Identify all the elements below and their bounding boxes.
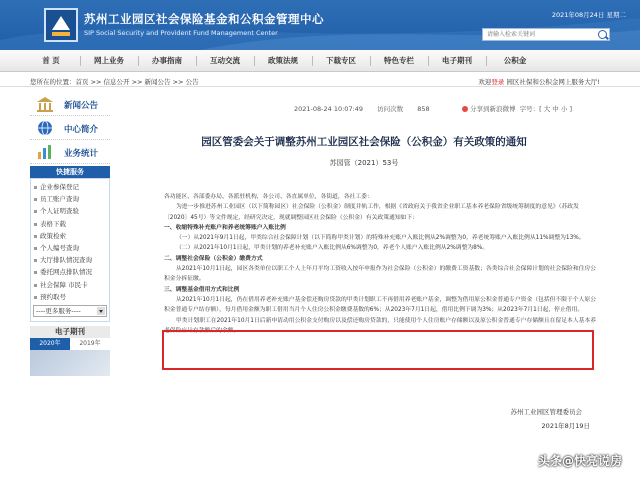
- service-item[interactable]: 员工账户查询: [31, 193, 109, 205]
- e-journal-title: 电子期刊: [30, 326, 110, 338]
- sidebar-stats-label: 业务统计: [64, 149, 99, 159]
- building-icon: [36, 96, 54, 112]
- tab-2019[interactable]: 2019年: [79, 339, 101, 347]
- nav-service-guide[interactable]: 办事指南: [138, 50, 196, 72]
- nav-policy[interactable]: 政策法规: [254, 50, 312, 72]
- breadcrumb-bar: [0, 74, 640, 87]
- site-header: [0, 0, 640, 50]
- views-count: 858: [417, 105, 430, 113]
- publish-time: 2021-08-24 10:07:49: [294, 105, 364, 113]
- article-paragraph: 甲类计划职工在2021年10月1日后新申请动用公积金支付购房以及偿还购房贷款的，只能使用个人住房账户存储额以及原公积金普通专户存储额且在留足本人基本养老保险应计存款额后的余额。: [164, 317, 597, 334]
- service-item[interactable]: 政策检索: [31, 230, 109, 242]
- site-logo[interactable]: [44, 8, 78, 42]
- nav-interaction[interactable]: 互动交流: [196, 50, 254, 72]
- breadcrumb[interactable]: 您所在的位置：首页 >> 信息公开 >> 新闻公告 >> 公告: [30, 78, 199, 86]
- article-paragraph: （二）从2021年10月1日起，甲类计划的养老补充账户入账比例从6%调整为0，养老个人账户入账比例从2%调整为8%。: [176, 245, 489, 252]
- search-box: [482, 28, 610, 41]
- globe-icon: [36, 120, 54, 136]
- bar-chart-icon: [36, 144, 54, 160]
- login-link[interactable]: 登录: [491, 78, 505, 86]
- nav-home[interactable]: 首 页: [42, 56, 60, 65]
- article-paragraph: 从2021年10月1日起，园区各类单位以职工个人上年月平均工资收入按年申报作为社会保险（公积金）的缴费工资基数；各类综合社会保障计划的社会保险和住房公积金分拆征缴。: [164, 266, 597, 283]
- article-area: [118, 92, 610, 483]
- article-title: 园区管委会关于调整苏州工业园区社会保险（公积金）有关政策的通知: [201, 136, 527, 148]
- e-journal-cover[interactable]: [30, 350, 110, 376]
- red-highlight-box: [162, 330, 594, 370]
- sidebar: [30, 92, 110, 376]
- nav-provident-fund[interactable]: 公积金: [486, 50, 544, 72]
- share-weibo-link[interactable]: 分享到新浪微博: [470, 105, 516, 113]
- sidebar-news[interactable]: [30, 92, 110, 116]
- article-paragraph: 各功能区、各部委办局、各派驻机构，各公司、各直属单位，各街道，各社工委：: [164, 194, 373, 200]
- search-icon[interactable]: [598, 30, 607, 39]
- section-heading: 三、调整基金借用方式和比例: [164, 286, 240, 293]
- tab-2020[interactable]: 2020年: [30, 338, 70, 350]
- quick-service-title: 快捷服务: [30, 166, 110, 178]
- service-item[interactable]: 预约取号: [31, 291, 109, 303]
- e-journal-tabs: [30, 338, 110, 350]
- chevron-down-icon: [97, 307, 105, 315]
- service-item[interactable]: 表格下载: [31, 218, 109, 230]
- nav-download[interactable]: 下载专区: [312, 50, 370, 72]
- document-number: 苏园管（2021）53号: [329, 159, 399, 167]
- main-nav: [0, 50, 640, 72]
- signature: 苏州工业园区管理委员会: [510, 408, 582, 416]
- article-body: [164, 192, 596, 336]
- welcome-text: 欢迎登录 园区社保和公积金网上服务大厅!: [478, 78, 600, 86]
- more-services-select[interactable]: ----更多服务----: [33, 305, 107, 317]
- highlighted-paragraph: 从2021年10月1日起，仍在借用养老补充账户基金偿还购房贷款的甲类计划职工不再借用养老账户基金，调整为借用原公积金普通专户资金（包括但不限于个人原公积金普通专户结存额），每月借用金额为职工借用当月个人住房公积金缴费基数的6%；从2023年7月1日起，借用比例下调为3%；从2023年7月1日起，停止借用。: [164, 296, 597, 314]
- sidebar-stats[interactable]: [30, 140, 110, 164]
- service-item[interactable]: 个人编号查询: [31, 242, 109, 254]
- article-paragraph: （一）从2021年9月1日起，甲类综合社会保障计划（以下简称甲类计划）的特殊补充账户入账比例从2%调整为0，养老统筹账户入账比例从11%调整为13%。: [176, 235, 585, 242]
- service-item[interactable]: 企业参保登记: [31, 181, 109, 193]
- article-meta: [294, 104, 442, 113]
- nav-online-business[interactable]: 网上业务: [80, 50, 138, 72]
- weibo-icon[interactable]: [462, 106, 468, 112]
- section-heading: 一、收缩特殊补充账户和养老统筹账户入账比例: [164, 224, 286, 231]
- sidebar-about-label: 中心简介: [64, 125, 99, 135]
- nav-special-column[interactable]: 特色专栏: [370, 50, 428, 72]
- service-item[interactable]: 个人证明查验: [31, 205, 109, 217]
- quick-service-list: [30, 178, 110, 322]
- search-input[interactable]: [483, 29, 593, 40]
- views-label: 访问次数: [377, 105, 404, 113]
- share-bar: [462, 104, 572, 113]
- font-size-control[interactable]: 字号：[ 大 中 小 ]: [519, 105, 572, 113]
- service-item[interactable]: 社会保障 市民卡: [31, 279, 109, 291]
- site-title: 苏州工业园区社会保险基金和公积金管理中心: [84, 12, 324, 26]
- watermark: 头条@快亮说房: [537, 454, 622, 468]
- signature-date: 2021年8月19日: [541, 422, 590, 430]
- header-date: 2021年08月24日 星期二: [551, 11, 626, 19]
- article-paragraph: 为进一步推进苏州工业园区（以下简称园区）社会保险（公积金）制度并轨工作，根据《省政府关于我省企业职工基本养老保险省级统筹制度的意见》（苏政发〔2020〕45号）等文件规定，经研究决定，现就调整园区社会保险（公积金）有关政策通知如下：: [164, 204, 579, 221]
- section-heading: 二、调整社会保险（公积金）缴费方式: [164, 255, 263, 262]
- nav-e-journal[interactable]: 电子期刊: [428, 50, 486, 72]
- service-item[interactable]: 大厅排队情况查询: [31, 254, 109, 266]
- sidebar-about[interactable]: [30, 116, 110, 140]
- site-subtitle: SIP Social Security and Provident Fund Management Center: [84, 29, 278, 37]
- sidebar-news-label: 新闻公告: [64, 101, 99, 111]
- service-item[interactable]: 委托网点排队情况: [31, 266, 109, 278]
